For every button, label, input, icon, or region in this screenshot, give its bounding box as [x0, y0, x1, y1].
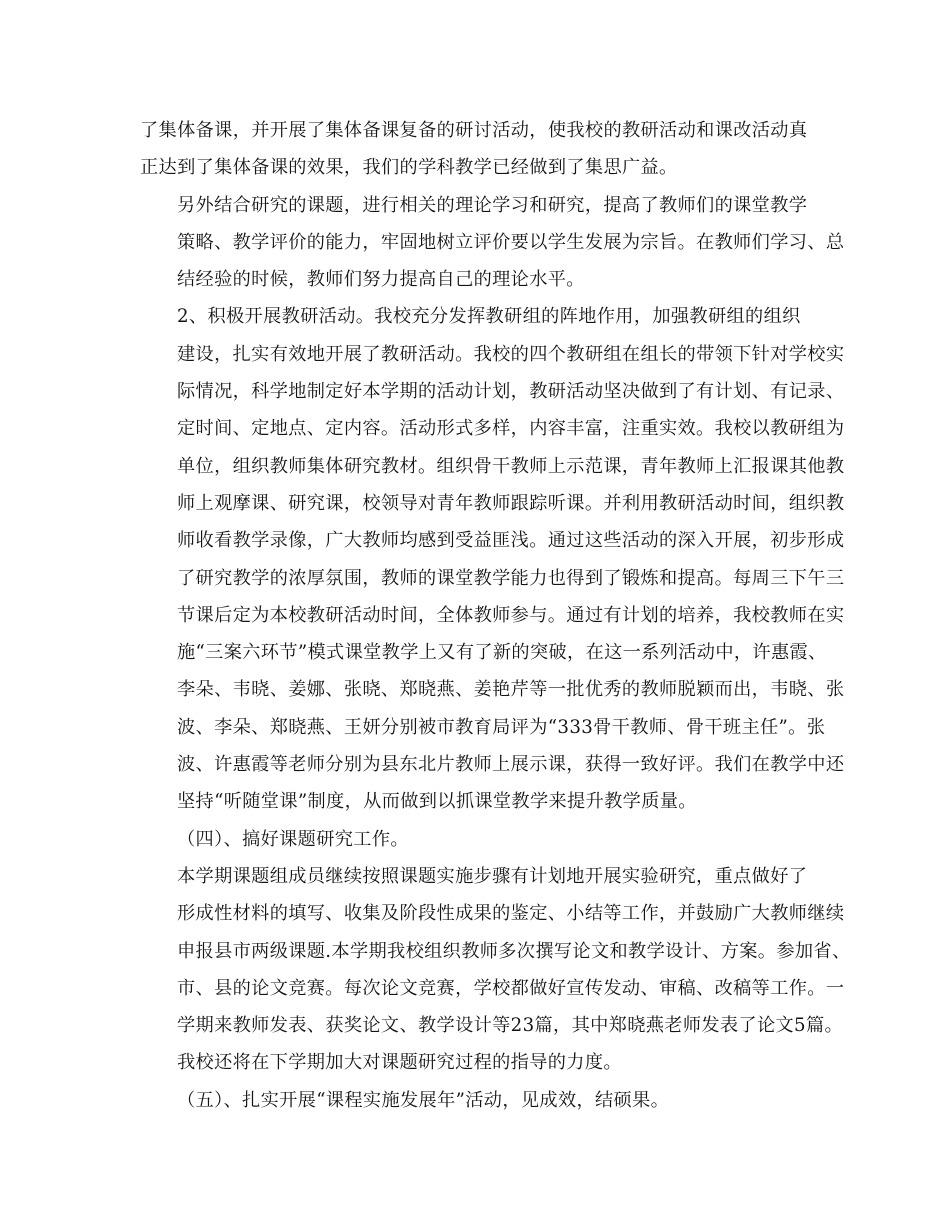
- paragraph-line: 建设，扎实有效地开展了教研活动。我校的四个教研组在组长的带领下针对学校实: [177, 343, 845, 365]
- paragraph-line: 节课后定为本校教研活动时间，全体教师参与。通过有计划的培养，我校教师在实: [177, 604, 845, 626]
- paragraph-line: 申报县市两级课题.本学期我校组织教师多次撰写论文和教学设计、方案。参加省、: [177, 940, 851, 962]
- paragraph-line: 了集体备课，并开展了集体备课复备的研讨活动，使我校的教研活动和课改活动真: [140, 120, 808, 141]
- paragraph-line: 本学期课题组成员继续按照课题实施步骤有计划地开展实验研究，重点做好了: [177, 865, 808, 887]
- paragraph-p1: [140, 112, 816, 187]
- paragraph-line: 另外结合研究的课题，进行相关的理论学习和研究，提高了教师们的课堂教学: [177, 194, 808, 216]
- paragraph-line: 正达到了集体备课的效果，我们的学科教学已经做到了集思广益。: [140, 157, 678, 179]
- paragraph-p6: [140, 1082, 816, 1119]
- paragraph-line: 师上观摩课、研究课，校领导对青年教师跟踪听课。并利用教研活动时间，组织教: [177, 492, 845, 514]
- paragraph-line: 2、积极开展教研活动。我校充分发挥教研组的阵地作用，加强教研组的组织: [177, 306, 801, 328]
- paragraph-p5: [140, 858, 851, 1082]
- paragraph-line: 波、许惠霞等老师分别为县东北片教师上展示课，获得一致好评。我们在教学中还: [177, 754, 845, 776]
- paragraph-line: 李朵、韦晓、姜娜、张晓、郑晓燕、姜艳芹等一批优秀的教师脱颖而出，韦晓、张: [177, 679, 845, 701]
- paragraph-p2: [140, 187, 845, 299]
- document-body: [140, 112, 851, 1119]
- paragraph-line: 波、李朵、郑晓燕、王妍分别被市教育局评为“333骨干教师、骨干班主任”。张: [177, 716, 826, 738]
- paragraph-line: 坚持“听随堂课”制度，从而做到以抓课堂教学来提升教学质量。: [177, 791, 697, 813]
- paragraph-line: 际情况，科学地制定好本学期的活动计划，教研活动坚决做到了有计划、有记录、: [177, 381, 845, 403]
- paragraph-line: 了研究教学的浓厚氛围，教师的课堂教学能力也得到了锻炼和提高。每周三下午三: [177, 567, 845, 589]
- paragraph-line: 单位，组织教师集体研究教材。组织骨干教师上示范课，青年教师上汇报课其他教: [177, 455, 845, 477]
- paragraph-line: 学期来教师发表、获奖论文、教学设计等23篇，其中郑晓燕老师发表了论文5篇。: [177, 1015, 844, 1037]
- paragraph-line: 策略、教学评价的能力，牢固地树立评价要以学生发展为宗旨。在教师们学习、总: [177, 231, 845, 253]
- paragraph-line: 结经验的时候，教师们努力提高自己的理论水平。: [177, 269, 585, 291]
- paragraph-line: （五）、扎实开展“课程实施发展年”活动，见成效，结硕果。: [177, 1089, 670, 1111]
- paragraph-p3: [140, 298, 845, 820]
- paragraph-p4: [140, 821, 816, 858]
- paragraph-line: 师收看教学录像，广大教师均感到受益匪浅。通过这些活动的深入开展，初步形成: [177, 530, 845, 552]
- paragraph-line: 市、县的论文竞赛。每次论文竞赛，学校都做好宣传发动、审稿、改稿等工作。一: [177, 977, 845, 999]
- paragraph-line: 形成性材料的填写、收集及阶段性成果的鉴定、小结等工作，并鼓励广大教师继续: [177, 903, 845, 925]
- paragraph-line: （四）、搞好课题研究工作。: [177, 828, 409, 850]
- paragraph-line: 定时间、定地点、定内容。活动形式多样，内容丰富，注重实效。我校以教研组为: [177, 418, 845, 440]
- paragraph-line: 我校还将在下学期加大对课题研究过程的指导的力度。: [177, 1052, 622, 1074]
- paragraph-line: 施“三案六环节”模式课堂教学上又有了新的突破，在这一系列活动中，许惠霞、: [177, 642, 827, 664]
